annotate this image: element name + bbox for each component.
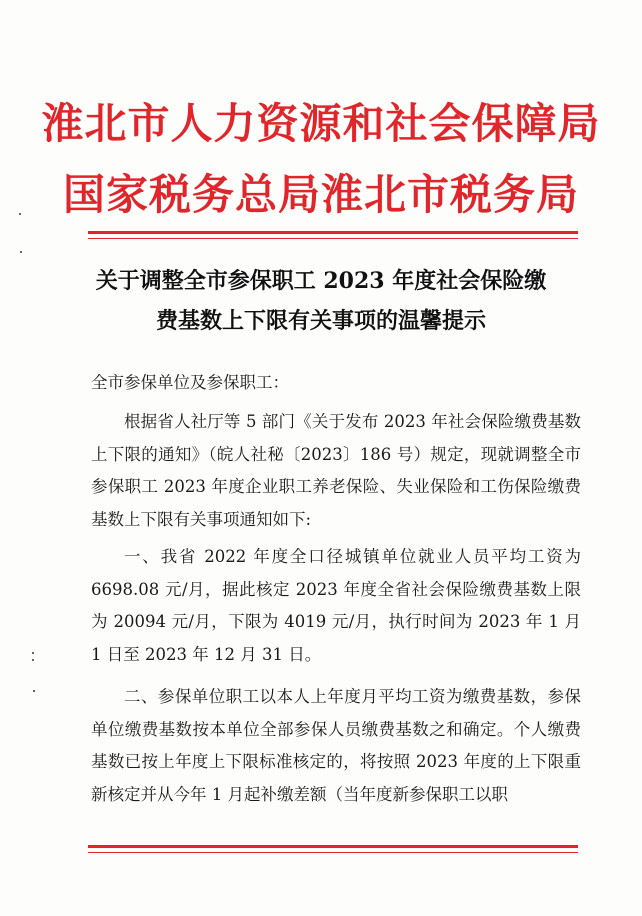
issuer-line-2: 国家税务总局淮北市税务局 xyxy=(62,170,579,219)
document-title-line-1: 关于调整全市参保职工 2023 年度社会保险缴 xyxy=(95,268,547,294)
salutation: 全市参保单位及参保职工： xyxy=(91,373,289,392)
header-red-rule-thin xyxy=(88,238,578,239)
binding-mark xyxy=(33,690,35,692)
binding-mark xyxy=(19,213,21,215)
binding-mark xyxy=(20,251,22,253)
binding-mark xyxy=(32,659,34,661)
document-title-line-2: 费基数上下限有关事项的温馨提示 xyxy=(155,308,486,334)
body-paragraph-1: 根据省人社厅等 5 部门《关于发布 2023 年社会保险缴费基数上下限的通知》（皖人社秘〔2023〕186 号）规定，现就调整全市参保职工 2023 年度企业职工养老保险、失业保险和工伤保险缴费基数上下限有关事项通知如下: xyxy=(91,412,581,529)
issuer-line-1: 淮北市人力资源和社会保障局 xyxy=(41,99,601,148)
binding-mark xyxy=(32,652,34,654)
body-paragraph-2: 一、我省 2022 年度全口径城镇单位就业人员平均工资为 6698.08 元/月，据此核定 2023 年度全省社会保险缴费基数上限为 20094 元/月，下限为 4019 元/月，执行时间为 2023 年 1 月 1 日至 2023 年 12 月 31 日。 xyxy=(91,547,581,664)
body-paragraph-3: 二、参保单位职工以本人上年度月平均工资为缴费基数，参保单位缴费基数按本单位全部参保人员缴费基数之和确定。个人缴费基数已按上年度上下限标准核定的，将按照 2023 年度的上下限重新核定并从今年 1 月起补缴差额（当年度新参保职工以职 xyxy=(91,687,581,804)
header-red-rule-thick xyxy=(88,231,578,234)
footer-red-rule-thick xyxy=(88,845,578,848)
footer-red-rule-thin xyxy=(88,852,578,853)
